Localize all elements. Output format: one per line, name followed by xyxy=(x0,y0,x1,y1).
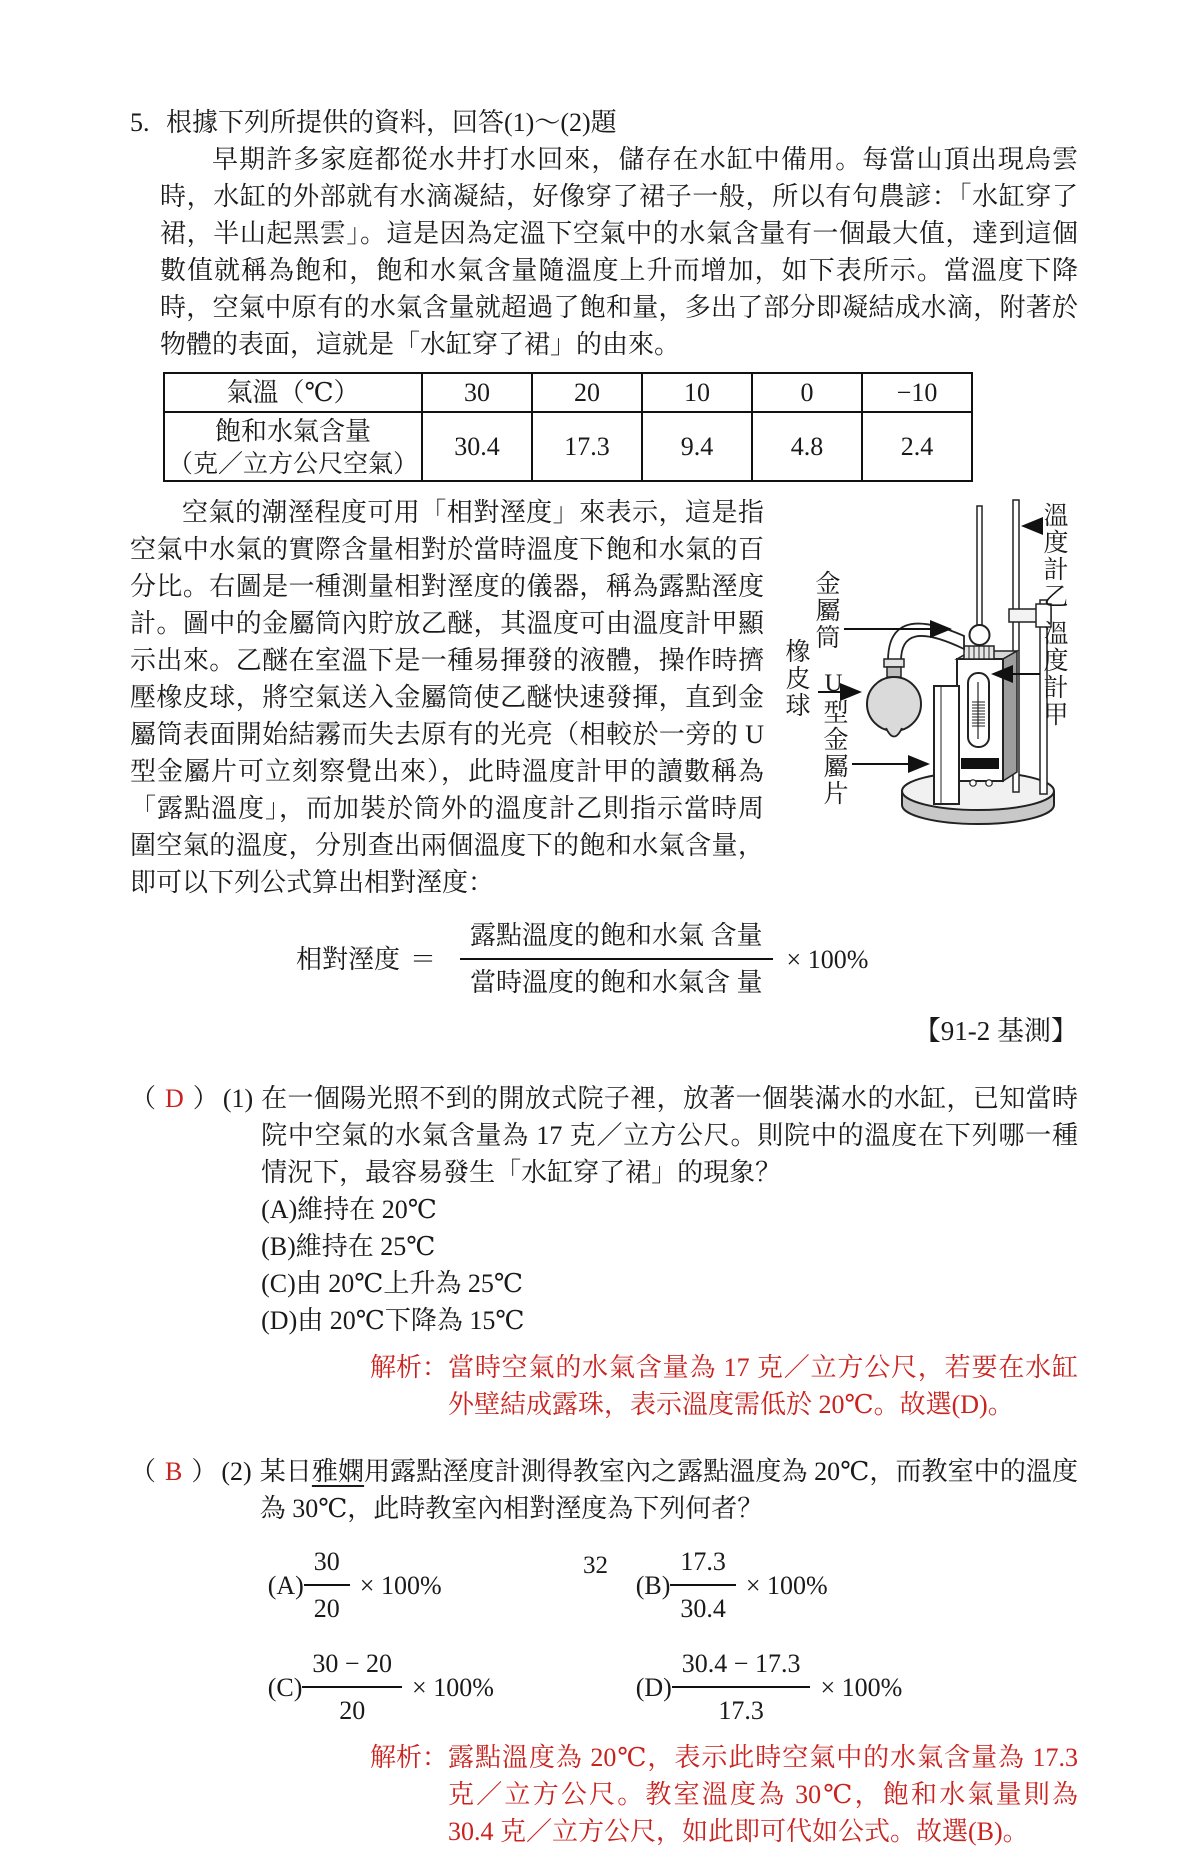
explanation-2 xyxy=(370,1739,1078,1850)
answer-letter-q1: D xyxy=(165,1084,184,1113)
option-b-suffix: × 100% xyxy=(745,1570,828,1600)
table-value-cell: 2.4 xyxy=(862,412,972,481)
option-d-suffix: × 100% xyxy=(820,1672,903,1702)
saturation-label-line2: （克／立方公尺空氣） xyxy=(167,451,418,478)
option-c-numerator: 30 − 20 xyxy=(312,1649,393,1678)
intro-paragraph: 早期許多家庭都從水井打水回來，儲存在水缸中備用。每當山頂出現烏雲時，水缸的外部就有水滴凝結，好像穿了裙子一般，所以有句農諺：「水缸穿了裙，半山起黑雲」。這是因為定溫下空氣中的水氣含量有一個最大值，達到這個數值就稱為飽和，飽和水氣含量隨溫度上升而增加，如下表所示。當溫度下降時，空氣中原有的水氣含量就超過了飽和量，多出了部分即凝結成水滴，附著於物體的表面，這就是「水缸穿了裙」的由來。 xyxy=(160,145,1078,359)
thermometer-a-stem xyxy=(964,506,994,659)
option-a-numerator: 30 xyxy=(313,1547,340,1576)
table-value-cell: 9.4 xyxy=(642,412,752,481)
option-c xyxy=(268,1645,636,1729)
humidity-section xyxy=(130,494,1078,901)
paren-close: ） xyxy=(192,1084,219,1113)
thermometer-a-label: 溫度計甲 xyxy=(1040,620,1067,728)
exam-source-tag: 【91-2 基測】 xyxy=(913,1016,1078,1046)
rubber-bulb-label: 橡皮球 xyxy=(782,638,809,719)
option-d-denominator: 17.3 xyxy=(672,1686,811,1729)
table-row xyxy=(164,373,972,412)
option-d-numerator: 30.4 − 17.3 xyxy=(681,1649,801,1678)
table-temp-cell: 10 xyxy=(642,373,752,412)
formula-lhs: 相對溼度 xyxy=(296,944,401,974)
relative-humidity-formula xyxy=(296,917,1078,1001)
student-name: 雅嫻 xyxy=(311,1457,365,1486)
answer-letter-q2: B xyxy=(165,1457,183,1486)
option-c-denominator: 20 xyxy=(302,1686,402,1729)
option-d: (D)由 20℃下降為 15℃ xyxy=(261,1306,525,1335)
option-d xyxy=(636,1645,1078,1729)
table-header-saturation xyxy=(164,412,422,481)
formula-fraction xyxy=(460,917,773,1001)
table-temp-cell: 20 xyxy=(532,373,642,412)
table-header-temp: 氣溫（℃） xyxy=(164,373,422,412)
question-2-text: 用露點溼度計測得教室內之露點溫度為 20℃，而教室中的溫度為 30℃，此時教室內相對溼度為下列何者？ xyxy=(259,1457,1078,1523)
option-a-denominator: 20 xyxy=(304,1584,350,1627)
item-title: 根據下列所提供的資料，回答(1)～(2)題 xyxy=(166,108,617,137)
explanation-1 xyxy=(370,1349,1078,1423)
table-row xyxy=(164,412,972,481)
table-temp-cell: −10 xyxy=(862,373,972,412)
metal-cylinder xyxy=(957,651,1017,786)
question-2-text-pre: 某日 xyxy=(259,1457,312,1486)
option-c-suffix: × 100% xyxy=(412,1672,494,1702)
saturation-table xyxy=(163,372,973,482)
question-1-body xyxy=(261,1080,1078,1339)
question-2 xyxy=(130,1453,1078,1729)
question-5-header xyxy=(130,104,1078,141)
answer-badge-q1 xyxy=(130,1080,219,1339)
option-b-label: (B) xyxy=(635,1570,671,1600)
option-c: (C)由 20℃上升為 25℃ xyxy=(261,1269,523,1298)
explanation-label: 解析： xyxy=(370,1743,449,1772)
metal-cylinder-label: 金屬筒 xyxy=(812,570,839,651)
option-a: (A)維持在 20℃ xyxy=(261,1195,437,1224)
question-1 xyxy=(130,1080,1078,1339)
answer-badge-q2 xyxy=(130,1453,217,1729)
item-number: 5. xyxy=(130,108,150,137)
explanation-label: 解析： xyxy=(370,1353,449,1382)
page-number: 32 xyxy=(583,1552,608,1579)
humidity-paragraph: 空氣的潮溼程度可用「相對溼度」來表示，這是指空氣中水氣的實際含量相對於當時溫度下飽和水氣的百分比。右圖是一種測量相對溼度的儀器，稱為露點溼度計。圖中的金屬筒內貯放乙醚，其溫度可由溫度計甲顯示出來。乙醚在室溫下是一種易揮發的液體，操作時擠壓橡皮球，將空氣送入金屬筒使乙醚快速發揮，直到金屬筒表面開始結霧而失去原有的光亮（相較於一旁的 U 型金屬片可立刻察覺出來），此時溫度計甲的讀數稱為「露點溫度」，而加裝於筒外的溫度計乙則指示當時周圍空氣的溫度，分別查出兩個溫度下的飽和水氣含量，即可以下列公式算出相對溼度： xyxy=(130,498,764,897)
u-metal-plate-label: U型金屬片 xyxy=(820,670,847,807)
question-1-options xyxy=(261,1191,1078,1339)
equals-sign: ＝ xyxy=(410,944,437,974)
table-temp-cell: 30 xyxy=(422,373,532,412)
formula-suffix: × 100% xyxy=(786,944,869,974)
option-a-suffix: × 100% xyxy=(359,1570,442,1600)
formula-denominator: 當時溫度的飽和水氣含 量 xyxy=(460,958,773,1001)
thermometer-b-label: 溫度計乙 xyxy=(1040,502,1067,610)
table-temp-cell: 0 xyxy=(752,373,862,412)
table-value-cell: 30.4 xyxy=(422,412,532,481)
hygrometer-diagram xyxy=(778,496,1078,842)
option-b-numerator: 17.3 xyxy=(680,1547,726,1576)
table-value-cell: 17.3 xyxy=(532,412,642,481)
paren-open: （ xyxy=(130,1457,157,1486)
question-1-number: (1) xyxy=(222,1084,254,1113)
option-b: (B)維持在 25℃ xyxy=(261,1232,436,1261)
explanation-2-text: 露點溫度為 20℃，表示此時空氣中的水氣含量為 17.3 克／立方公尺。教室溫度為 30℃，飽和水氣量則為 30.4 克／立方公尺，如此即可代如公式。故選(B)。 xyxy=(448,1743,1078,1846)
u-metal-plate xyxy=(934,686,959,804)
question-2-body xyxy=(260,1453,1078,1729)
paren-close: ） xyxy=(191,1457,218,1486)
question-1-text: 在一個陽光照不到的開放式院子裡，放著一個裝滿水的水缸，已知當時院中空氣的水氣含量為 17 克／立方公尺。則院中的溫度在下列哪一種情況下，最容易發生「水缸穿了裙」的現象？ xyxy=(261,1084,1078,1187)
option-c-label: (C) xyxy=(267,1672,303,1702)
explanation-1-text: 當時空氣的水氣含量為 17 克／立方公尺，若要在水缸外壁結成露珠，表示溫度需低於 20℃。故選(D)。 xyxy=(448,1353,1078,1419)
option-d-label: (D) xyxy=(635,1672,672,1702)
option-d-fraction xyxy=(672,1645,811,1729)
formula-numerator: 露點溫度的飽和水氣 含量 xyxy=(470,921,763,950)
paren-open: （ xyxy=(130,1084,157,1113)
option-b-denominator: 30.4 xyxy=(670,1584,736,1627)
question-2-number: (2) xyxy=(221,1457,252,1486)
saturation-label-line1: 飽和水氣含量 xyxy=(214,417,371,446)
table-value-cell: 4.8 xyxy=(752,412,862,481)
option-a-label: (A) xyxy=(267,1570,304,1600)
option-c-fraction xyxy=(302,1645,402,1729)
